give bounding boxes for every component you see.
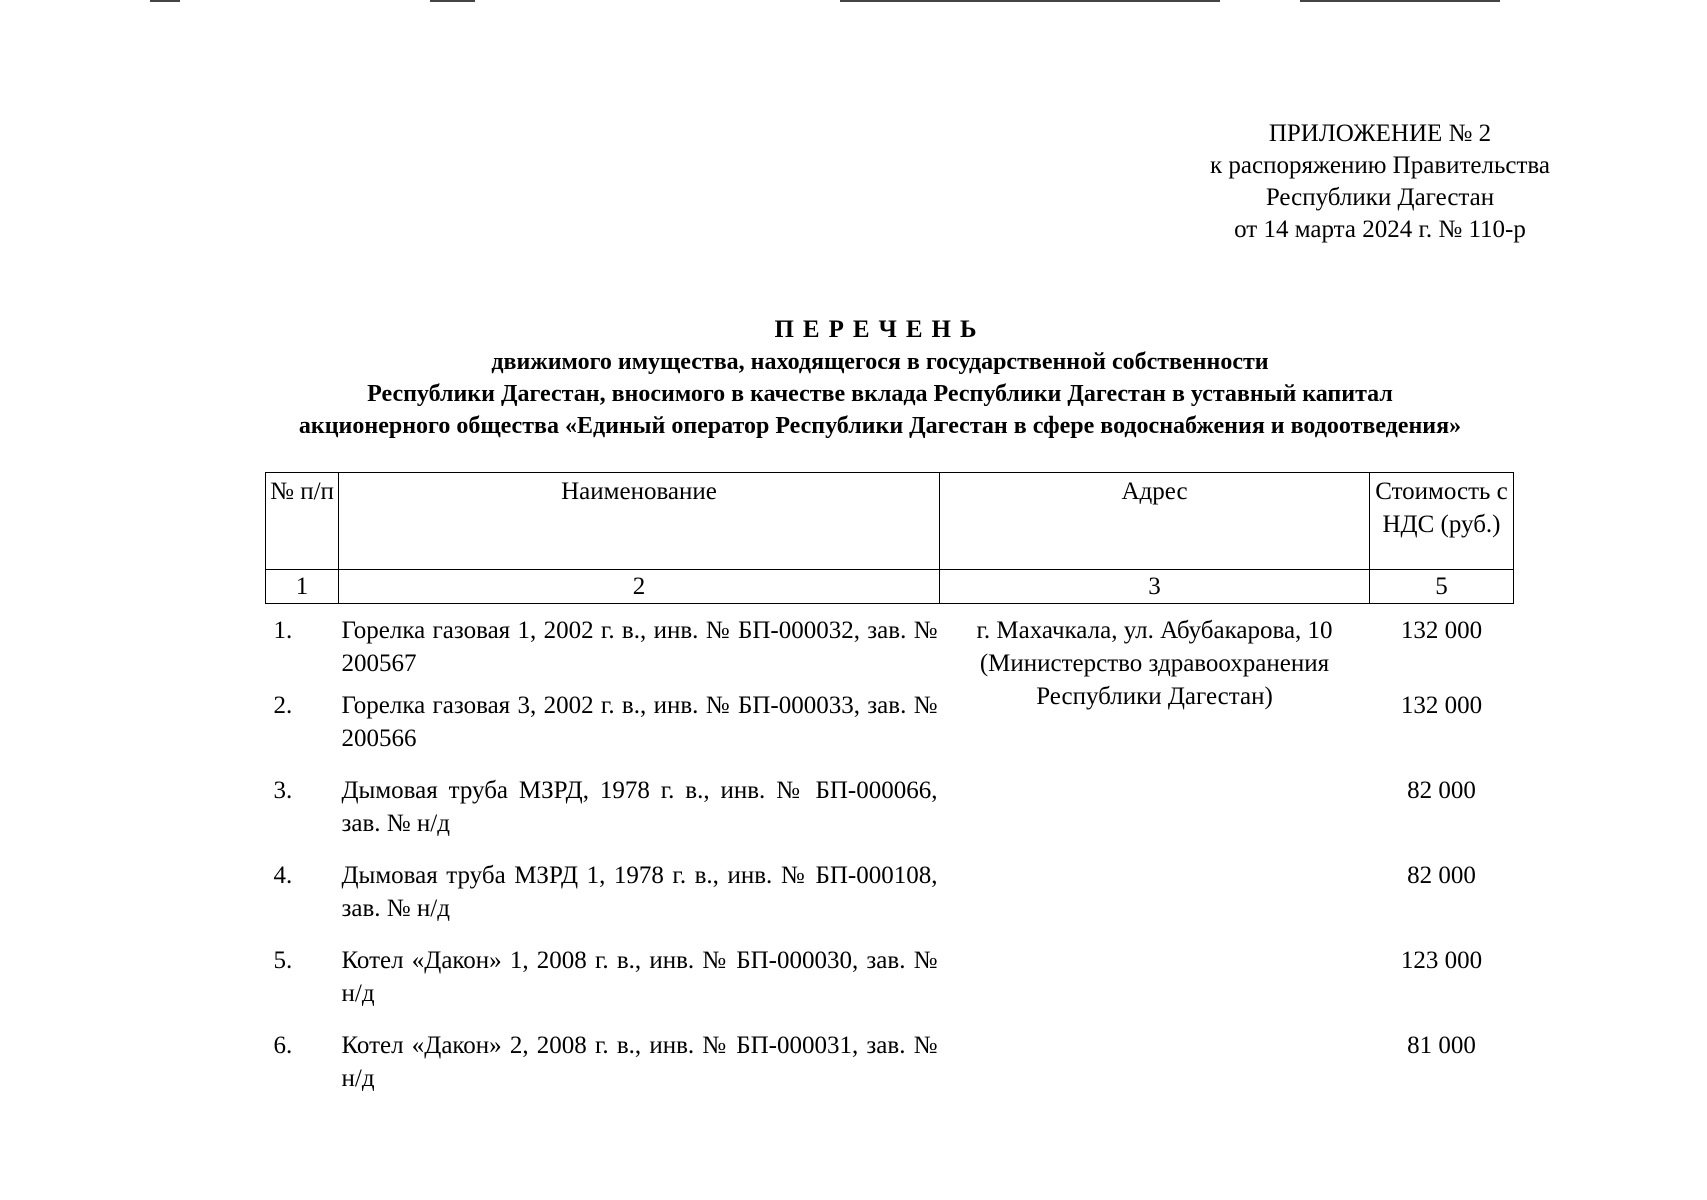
item-address: г. Махачкала, ул. Абубакарова, 10 (Министерство здравоохранения Республики Дагестан) bbox=[976, 617, 1333, 710]
title-line: Республики Дагестан, вносимого в качестве вклада Республики Дагестан в уставный капитал bbox=[367, 381, 1393, 407]
table-header-row bbox=[266, 473, 1514, 570]
header-cost: Стоимость с НДС (руб.) bbox=[1370, 473, 1514, 570]
title-heading: ПЕРЕЧЕНЬ bbox=[774, 316, 986, 343]
column-number: 1 bbox=[266, 570, 339, 604]
appendix-reference: к распоряжению Правительства bbox=[1209, 152, 1550, 179]
column-number-row bbox=[266, 570, 1514, 604]
scan-edge-mark bbox=[430, 0, 475, 2]
scan-edge-mark bbox=[840, 0, 1220, 2]
item-name: Дымовая труба МЗРД, 1978 г. в., инв. № БП-000066, зав. № н/д bbox=[341, 777, 938, 837]
header-address: Адрес bbox=[940, 473, 1370, 570]
item-name: Горелка газовая 1, 2002 г. в., инв. № БП-000032, зав. № 200567 bbox=[341, 617, 938, 677]
item-cost: 132 000 bbox=[1400, 692, 1483, 719]
scan-edge-mark bbox=[1300, 0, 1500, 2]
column-number: 2 bbox=[339, 570, 940, 604]
column-number: 5 bbox=[1370, 570, 1514, 604]
item-name: Горелка газовая 3, 2002 г. в., инв. № БП-000033, зав. № 200566 bbox=[341, 692, 938, 752]
header-name: Наименование bbox=[339, 473, 940, 570]
appendix-date: от 14 марта 2024 г. № 110-р bbox=[1234, 216, 1526, 243]
title-line: акционерного общества «Единый оператор Республики Дагестан в сфере водоснабжения и водоотведения» bbox=[298, 413, 1462, 439]
item-cost: 81 000 bbox=[1407, 1032, 1476, 1059]
item-cost: 82 000 bbox=[1407, 777, 1476, 804]
item-cost: 132 000 bbox=[1400, 617, 1483, 644]
property-table bbox=[265, 472, 1514, 1114]
row-number: 3. bbox=[273, 777, 293, 804]
appendix-authority: Республики Дагестан bbox=[1265, 184, 1495, 211]
column-number: 3 bbox=[940, 570, 1370, 604]
item-name: Котел «Дакон» 1, 2008 г. в., инв. № БП-000030, зав. № н/д bbox=[341, 947, 938, 1007]
row-number: 1. bbox=[273, 617, 293, 644]
item-cost: 82 000 bbox=[1407, 862, 1476, 889]
table-row bbox=[266, 604, 1514, 690]
document-title bbox=[160, 314, 1600, 442]
row-number: 2. bbox=[273, 692, 293, 719]
appendix-header bbox=[1140, 118, 1620, 246]
item-name: Котел «Дакон» 2, 2008 г. в., инв. № БП-000031, зав. № н/д bbox=[341, 1032, 938, 1092]
item-name: Дымовая труба МЗРД 1, 1978 г. в., инв. № БП-000108, зав. № н/д bbox=[341, 862, 938, 922]
appendix-number: ПРИЛОЖЕНИЕ № 2 bbox=[1268, 120, 1492, 147]
item-cost: 123 000 bbox=[1400, 947, 1483, 974]
row-number: 5. bbox=[273, 947, 293, 974]
title-line: движимого имущества, находящегося в государственной собственности bbox=[491, 349, 1269, 375]
row-number: 4. bbox=[273, 862, 293, 889]
header-num: № п/п bbox=[266, 473, 339, 570]
scan-edge-mark bbox=[150, 0, 180, 2]
row-number: 6. bbox=[273, 1032, 293, 1059]
